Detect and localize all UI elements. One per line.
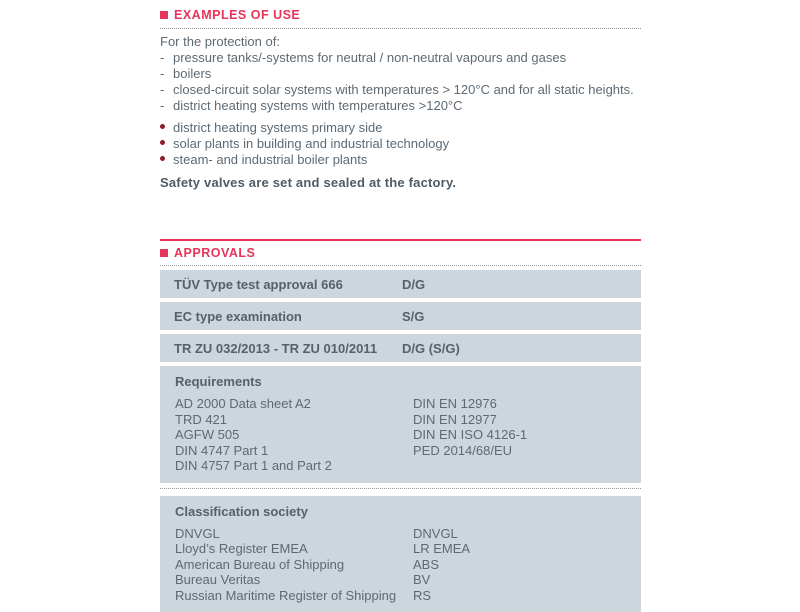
requirement-item: DIN 4747 Part 1 — [175, 443, 413, 459]
section-approvals — [160, 239, 641, 612]
dash-marker: - — [160, 50, 173, 66]
requirement-item: AD 2000 Data sheet A2 — [175, 396, 413, 412]
classification-society: Lloyd’s Register EMEA — [175, 541, 413, 557]
approval-label: TÜV Type test approval 666 — [160, 277, 402, 292]
dotted-divider — [160, 265, 641, 266]
classification-society: American Bureau of Shipping — [175, 557, 413, 573]
bullet-list — [160, 120, 641, 168]
requirement-item: DIN 4757 Part 1 and Part 2 — [175, 458, 413, 474]
dash-marker: - — [160, 98, 173, 114]
classification-society: DNVGL — [175, 526, 413, 542]
classification-abbrev: ABS — [413, 557, 641, 573]
dash-marker: - — [160, 82, 173, 98]
requirements-title: Requirements — [160, 374, 641, 390]
classification-abbrev: LR EMEA — [413, 541, 641, 557]
factory-note: Safety valves are set and sealed at the factory. — [160, 175, 641, 191]
bullet-icon — [160, 140, 165, 145]
classification-society-column — [160, 526, 413, 604]
dotted-divider — [160, 28, 641, 29]
list-item — [160, 82, 641, 98]
examples-intro: For the protection of: — [160, 34, 641, 50]
dotted-divider — [160, 488, 641, 489]
examples-section-title: EXAMPLES OF USE — [174, 8, 300, 22]
requirement-item: PED 2014/68/EU — [413, 443, 641, 459]
list-item-text: steam- and industrial boiler plants — [173, 152, 367, 168]
list-item — [160, 136, 641, 152]
approval-value: S/G — [402, 309, 424, 324]
bullet-icon — [160, 156, 165, 161]
approvals-section-header — [160, 246, 641, 260]
approval-label: TR ZU 032/2013 - TR ZU 010/2011 — [160, 341, 402, 356]
list-item — [160, 50, 641, 66]
requirement-item: DIN EN 12977 — [413, 412, 641, 428]
requirement-item: DIN EN 12976 — [413, 396, 641, 412]
section-marker-icon — [160, 11, 168, 19]
approval-value: D/G (S/G) — [402, 341, 460, 356]
requirements-left-column — [160, 396, 413, 474]
requirement-item: TRD 421 — [175, 412, 413, 428]
classification-panel — [160, 496, 641, 612]
bullet-icon — [160, 124, 165, 129]
section-examples-of-use — [160, 0, 641, 239]
list-item-text: district heating systems with temperatures >120°C — [173, 98, 463, 114]
list-item-text: solar plants in building and industrial technology — [173, 136, 449, 152]
classification-society: Bureau Veritas — [175, 572, 413, 588]
requirement-item: AGFW 505 — [175, 427, 413, 443]
examples-section-header — [160, 8, 641, 22]
list-item-text: boilers — [173, 66, 211, 82]
list-item — [160, 66, 641, 82]
classification-abbrev-column — [413, 526, 641, 604]
dash-list — [160, 50, 641, 114]
requirement-item: DIN EN ISO 4126-1 — [413, 427, 641, 443]
dash-marker: - — [160, 66, 173, 82]
requirements-right-column — [413, 396, 641, 474]
list-item-text: pressure tanks/-systems for neutral / non-neutral vapours and gases — [173, 50, 566, 66]
approval-row — [160, 302, 641, 330]
classification-abbrev: RS — [413, 588, 641, 604]
list-item-text: district heating systems primary side — [173, 120, 383, 136]
approvals-section-title: APPROVALS — [174, 246, 255, 260]
page-content — [160, 0, 641, 612]
classification-title: Classification society — [160, 504, 641, 520]
approval-row — [160, 334, 641, 362]
list-item — [160, 98, 641, 114]
classification-columns — [160, 526, 641, 604]
approval-label: EC type examination — [160, 309, 402, 324]
list-item — [160, 120, 641, 136]
list-item — [160, 152, 641, 168]
section-marker-icon — [160, 249, 168, 257]
classification-abbrev: BV — [413, 572, 641, 588]
requirements-panel — [160, 366, 641, 483]
approval-row — [160, 270, 641, 298]
classification-society: Russian Maritime Register of Shipping — [175, 588, 413, 604]
approval-value: D/G — [402, 277, 425, 292]
requirements-columns — [160, 396, 641, 474]
list-item-text: closed-circuit solar systems with temperatures > 120°C and for all static heights. — [173, 82, 634, 98]
classification-abbrev: DNVGL — [413, 526, 641, 542]
